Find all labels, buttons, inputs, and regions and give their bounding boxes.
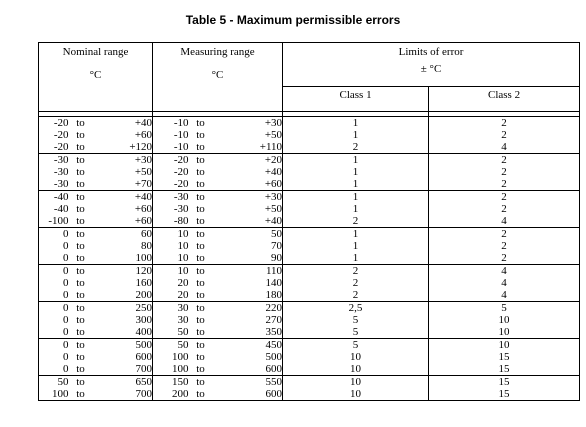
table-row (39, 129, 580, 141)
measuring-to-word: to (189, 191, 213, 204)
nominal-from: 0 (39, 339, 69, 352)
nominal-from: 0 (39, 289, 69, 302)
class1-value: 1 (283, 129, 429, 141)
class2-value: 10 (429, 326, 580, 339)
measuring-from: -20 (153, 178, 189, 191)
nominal-to: 250 (93, 302, 153, 315)
nominal-to-word: to (69, 388, 93, 401)
measuring-to-word: to (196, 363, 205, 375)
measuring-to: 450 (213, 339, 283, 352)
measuring-from: -80 (153, 215, 189, 228)
class2-value: 10 (429, 314, 580, 326)
nominal-to: 600 (93, 351, 153, 363)
nominal-to-word: to (76, 252, 85, 264)
measuring-to: 600 (213, 363, 283, 376)
class1-value: 1 (283, 154, 429, 167)
class2-value: 15 (429, 388, 580, 401)
measuring-from: -10 (153, 141, 189, 154)
measuring-from: 100 (153, 351, 189, 363)
table-row (39, 265, 580, 278)
measuring-to-word: to (196, 252, 205, 264)
measuring-to: 110 (213, 265, 283, 278)
nominal-range-unit: °C (89, 69, 102, 81)
class2-value: 2 (429, 117, 580, 130)
table-row (39, 141, 580, 154)
limits-of-error-label: Limits of error (398, 46, 464, 58)
measuring-to-word: to (189, 154, 213, 167)
table-row (39, 302, 580, 315)
nominal-to: 700 (93, 363, 153, 376)
class1-value: 2 (283, 277, 429, 289)
nominal-to-word: to (76, 141, 85, 153)
measuring-to: 350 (213, 326, 283, 339)
max-permissible-errors-table (38, 42, 580, 401)
nominal-from: 0 (39, 302, 69, 315)
measuring-from: 200 (153, 388, 189, 401)
measuring-to-word: to (189, 339, 213, 352)
measuring-range-unit: °C (211, 69, 224, 81)
measuring-to: +110 (213, 141, 283, 154)
table-row (39, 178, 580, 191)
class2-value: 2 (429, 129, 580, 141)
nominal-to-word: to (69, 154, 93, 167)
table-row (39, 388, 580, 401)
class1-value: 10 (283, 388, 429, 401)
nominal-from: -20 (39, 117, 69, 130)
class1-header: Class 1 (283, 87, 429, 112)
measuring-to: 270 (213, 314, 283, 326)
class2-value: 15 (429, 376, 580, 389)
measuring-from: 100 (153, 363, 189, 376)
measuring-to: 550 (213, 376, 283, 389)
measuring-from: 150 (153, 376, 189, 389)
measuring-to: +50 (213, 129, 283, 141)
measuring-to: 180 (213, 289, 283, 302)
table-row (39, 215, 580, 228)
class2-value: 2 (429, 191, 580, 204)
nominal-to: 200 (93, 289, 153, 302)
class1-value: 2,5 (283, 302, 429, 315)
nominal-to: 160 (93, 277, 153, 289)
measuring-from: 20 (153, 277, 189, 289)
nominal-to-word: to (69, 265, 93, 278)
nominal-to: +50 (93, 166, 153, 178)
class1-value: 2 (283, 265, 429, 278)
measuring-to-word: to (189, 302, 213, 315)
measuring-from: 10 (153, 228, 189, 241)
table-row (39, 314, 580, 326)
measuring-from: -10 (153, 129, 189, 141)
measuring-to-word: to (189, 376, 213, 389)
measuring-to: +30 (213, 117, 283, 130)
nominal-to: 100 (93, 252, 153, 265)
nominal-to: 80 (93, 240, 153, 252)
measuring-from: -30 (153, 203, 189, 215)
class1-value: 5 (283, 326, 429, 339)
measuring-to-word: to (196, 203, 205, 215)
limits-of-error-unit: ± °C (420, 63, 442, 75)
class1-value: 1 (283, 252, 429, 265)
nominal-from: 0 (39, 314, 69, 326)
measuring-from: 10 (153, 252, 189, 265)
table-row (39, 252, 580, 265)
nominal-from: 0 (39, 228, 69, 241)
measuring-to-word: to (189, 388, 213, 401)
class2-value: 2 (429, 240, 580, 252)
nominal-from: 0 (39, 265, 69, 278)
class2-value: 15 (429, 363, 580, 376)
nominal-from: 0 (39, 252, 69, 265)
table-row (39, 277, 580, 289)
nominal-range-header (39, 43, 153, 112)
measuring-range-label: Measuring range (180, 46, 255, 58)
table-row (39, 376, 580, 389)
nominal-to: +40 (93, 117, 153, 130)
table-row (39, 191, 580, 204)
class1-value: 1 (283, 203, 429, 215)
measuring-range-header (153, 43, 283, 112)
measuring-to-word: to (189, 228, 213, 241)
nominal-to-word: to (69, 376, 93, 389)
nominal-from: -30 (39, 154, 69, 167)
table-row (39, 203, 580, 215)
measuring-to-word: to (196, 141, 205, 153)
measuring-to-word: to (189, 117, 213, 130)
measuring-from: 50 (153, 339, 189, 352)
nominal-from: -30 (39, 166, 69, 178)
measuring-to: +60 (213, 178, 283, 191)
nominal-to: 120 (93, 265, 153, 278)
measuring-to-word: to (196, 178, 205, 190)
class2-value: 15 (429, 351, 580, 363)
nominal-to: +70 (93, 178, 153, 191)
measuring-to: 220 (213, 302, 283, 315)
class2-value: 4 (429, 141, 580, 154)
measuring-from: -20 (153, 154, 189, 167)
class1-value: 10 (283, 363, 429, 376)
class2-value: 2 (429, 252, 580, 265)
measuring-from: -30 (153, 191, 189, 204)
measuring-to: +40 (213, 166, 283, 178)
table-row (39, 339, 580, 352)
measuring-to: 500 (213, 351, 283, 363)
class2-value: 4 (429, 215, 580, 228)
table-row (39, 363, 580, 376)
class1-value: 2 (283, 215, 429, 228)
measuring-to-word: to (196, 289, 205, 301)
table-row (39, 326, 580, 339)
class2-value: 2 (429, 154, 580, 167)
class2-value: 4 (429, 265, 580, 278)
table-row (39, 351, 580, 363)
measuring-from: 10 (153, 265, 189, 278)
class2-value: 2 (429, 228, 580, 241)
nominal-from: 0 (39, 240, 69, 252)
class2-value: 2 (429, 178, 580, 191)
nominal-to-word: to (69, 191, 93, 204)
nominal-from: -20 (39, 129, 69, 141)
class1-value: 5 (283, 314, 429, 326)
nominal-from: -40 (39, 191, 69, 204)
nominal-from: -100 (39, 215, 69, 228)
class2-value: 4 (429, 277, 580, 289)
table-row (39, 117, 580, 130)
class2-value: 2 (429, 203, 580, 215)
measuring-to: +40 (213, 215, 283, 228)
nominal-to: 60 (93, 228, 153, 241)
nominal-to-word: to (69, 302, 93, 315)
nominal-to-word: to (76, 314, 85, 326)
class1-value: 1 (283, 191, 429, 204)
class1-value: 5 (283, 339, 429, 352)
nominal-from: -30 (39, 178, 69, 191)
nominal-to-word: to (76, 351, 85, 363)
nominal-to-word: to (69, 117, 93, 130)
nominal-to-word: to (76, 166, 85, 178)
class1-value: 2 (283, 289, 429, 302)
class2-header: Class 2 (429, 87, 580, 112)
nominal-to-word: to (76, 289, 85, 301)
measuring-to-word: to (196, 277, 205, 289)
measuring-from: 30 (153, 314, 189, 326)
nominal-from: 0 (39, 363, 69, 376)
nominal-range-label: Nominal range (62, 46, 129, 58)
nominal-to-word: to (69, 228, 93, 241)
table-row (39, 166, 580, 178)
class1-value: 10 (283, 351, 429, 363)
class2-value: 4 (429, 289, 580, 302)
measuring-to-word: to (189, 265, 213, 278)
nominal-to-word: to (69, 339, 93, 352)
limits-of-error-header (283, 43, 580, 87)
measuring-to: 140 (213, 277, 283, 289)
class1-value: 1 (283, 117, 429, 130)
table-row (39, 228, 580, 241)
measuring-from: 10 (153, 240, 189, 252)
measuring-to: 600 (213, 388, 283, 401)
nominal-to-word: to (76, 326, 85, 338)
nominal-to: 700 (93, 388, 153, 401)
measuring-to-word: to (196, 129, 205, 141)
measuring-to: +50 (213, 203, 283, 215)
measuring-to-word: to (196, 351, 205, 363)
nominal-to-word: to (76, 215, 85, 227)
measuring-to: +30 (213, 191, 283, 204)
class2-value: 10 (429, 339, 580, 352)
measuring-to: 70 (213, 240, 283, 252)
table-row (39, 289, 580, 302)
nominal-from: -40 (39, 203, 69, 215)
nominal-from: 0 (39, 326, 69, 339)
measuring-from: 50 (153, 326, 189, 339)
class2-value: 2 (429, 166, 580, 178)
class1-value: 1 (283, 166, 429, 178)
measuring-to-word: to (196, 314, 205, 326)
nominal-to: +120 (93, 141, 153, 154)
nominal-to: 650 (93, 376, 153, 389)
nominal-to: +60 (93, 129, 153, 141)
nominal-to-word: to (76, 178, 85, 190)
nominal-from: 50 (39, 376, 69, 389)
measuring-from: -10 (153, 117, 189, 130)
nominal-to: 400 (93, 326, 153, 339)
measuring-to-word: to (196, 166, 205, 178)
nominal-from: 100 (39, 388, 69, 401)
nominal-to-word: to (76, 277, 85, 289)
nominal-to: +60 (93, 215, 153, 228)
class1-value: 1 (283, 228, 429, 241)
class2-value: 5 (429, 302, 580, 315)
class1-value: 10 (283, 376, 429, 389)
nominal-from: 0 (39, 351, 69, 363)
nominal-from: 0 (39, 277, 69, 289)
measuring-to: 50 (213, 228, 283, 241)
nominal-to: 300 (93, 314, 153, 326)
nominal-to-word: to (76, 363, 85, 375)
measuring-to-word: to (196, 326, 205, 338)
nominal-to: +40 (93, 191, 153, 204)
nominal-to: +60 (93, 203, 153, 215)
measuring-from: -20 (153, 166, 189, 178)
table-body (39, 117, 580, 401)
table-row (39, 240, 580, 252)
class1-value: 1 (283, 240, 429, 252)
measuring-to-word: to (196, 215, 205, 227)
nominal-to: +30 (93, 154, 153, 167)
table-title: Table 5 - Maximum permissible errors (185, 13, 401, 27)
measuring-to: 90 (213, 252, 283, 265)
measuring-from: 30 (153, 302, 189, 315)
table-row (39, 154, 580, 167)
nominal-to-word: to (76, 129, 85, 141)
class1-value: 1 (283, 178, 429, 191)
nominal-to: 500 (93, 339, 153, 352)
measuring-from: 20 (153, 289, 189, 302)
measuring-to: +20 (213, 154, 283, 167)
nominal-to-word: to (76, 203, 85, 215)
measuring-to-word: to (196, 240, 205, 252)
class1-value: 2 (283, 141, 429, 154)
nominal-to-word: to (76, 240, 85, 252)
nominal-from: -20 (39, 141, 69, 154)
